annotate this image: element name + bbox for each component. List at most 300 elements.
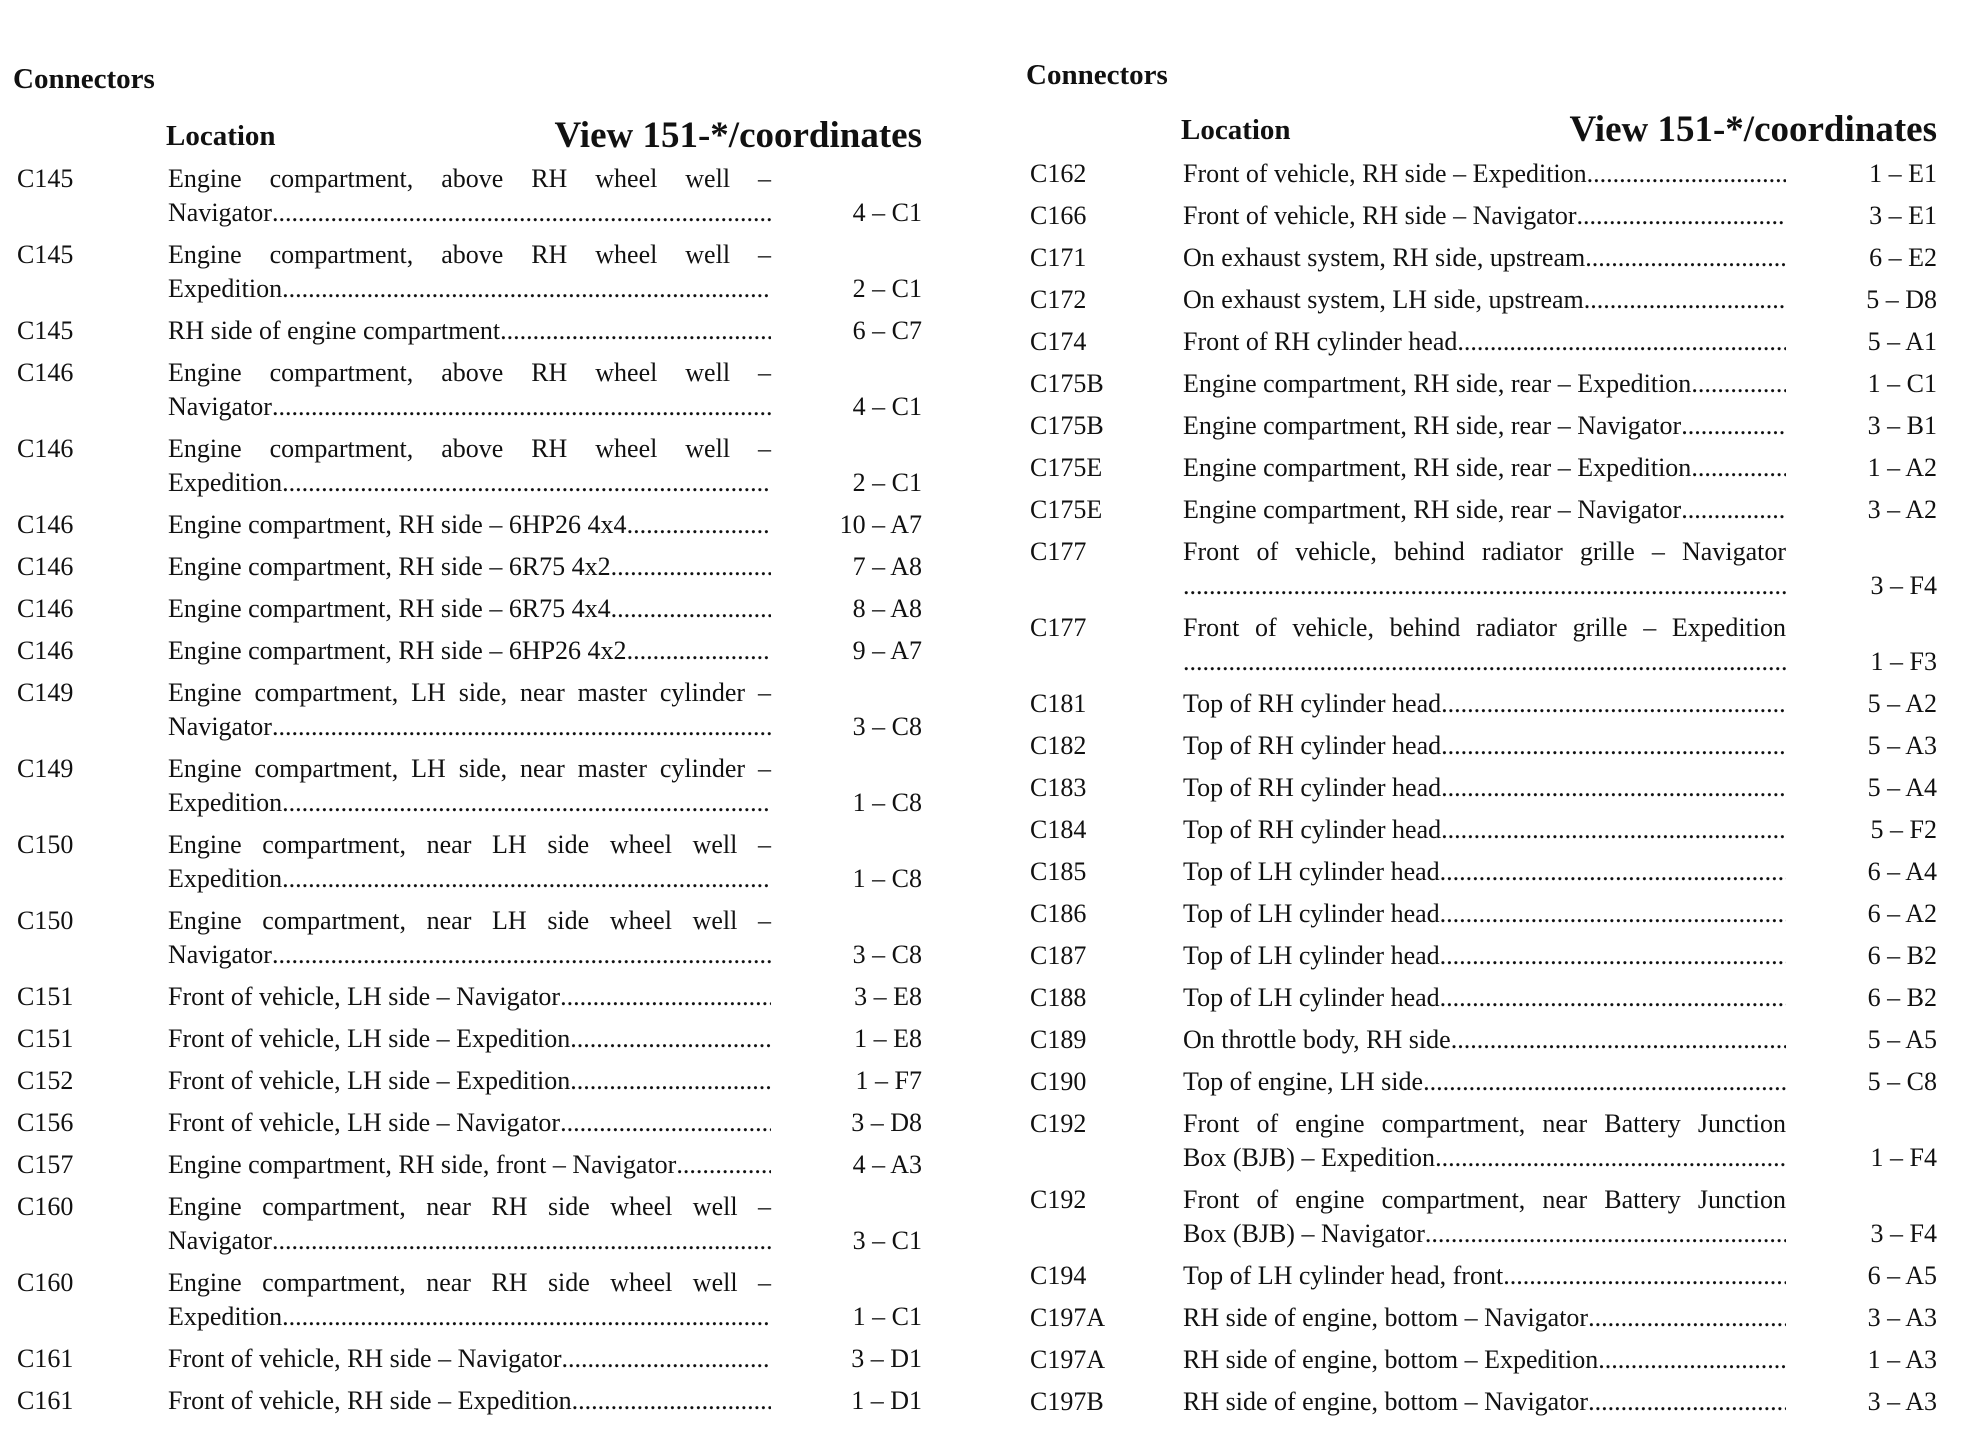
dot-leader <box>272 1224 771 1258</box>
table-row <box>17 550 922 592</box>
connector-code: C149 <box>17 754 74 783</box>
connector-code: C161 <box>17 1344 74 1373</box>
location-last-line <box>168 634 771 668</box>
location-last-line <box>168 592 771 626</box>
location-cell <box>168 676 771 744</box>
table-row <box>17 1266 922 1342</box>
table-row <box>17 314 922 356</box>
table-row <box>17 1064 922 1106</box>
table-row <box>1030 409 1937 451</box>
connector-code: C146 <box>17 594 74 623</box>
location-text: Engine compartment, above RH wheel well – <box>168 164 771 193</box>
location-text: Front of vehicle, RH side – Expedition <box>168 1386 572 1415</box>
location-text: Navigator <box>168 392 272 421</box>
dot-leader <box>1457 325 1786 359</box>
location-cell <box>1183 157 1786 191</box>
location-text: Top of RH cylinder head <box>1183 773 1442 802</box>
dot-leader <box>1425 1217 1786 1251</box>
location-text: Top of RH cylinder head <box>1183 731 1442 760</box>
location-text: Front of vehicle, behind radiator grille – Expedition <box>1183 613 1786 642</box>
location-last-line <box>168 1022 771 1056</box>
location-text: Top of RH cylinder head <box>1183 815 1442 844</box>
location-text: Navigator <box>168 198 272 227</box>
table-row <box>1030 855 1937 897</box>
location-text: On exhaust system, RH side, upstream <box>1183 243 1586 272</box>
connector-code: C145 <box>17 316 74 345</box>
location-text: Front of vehicle, RH side – Navigator <box>168 1344 562 1373</box>
connector-code: C160 <box>17 1268 74 1297</box>
connector-code: C175E <box>1030 453 1103 482</box>
table-row <box>17 676 922 752</box>
location-text: RH side of engine, bottom – Navigator <box>1183 1387 1589 1416</box>
view-coordinates: 5 – A3 <box>1867 731 1937 760</box>
view-coordinates: 1 – A2 <box>1867 453 1937 482</box>
connector-code: C146 <box>17 358 74 387</box>
location-cell <box>1183 1065 1786 1099</box>
location-text: Engine compartment, LH side, near master cylinder – <box>168 678 771 707</box>
view-coordinates: 10 – A7 <box>839 510 922 539</box>
connector-code: C182 <box>1030 731 1087 760</box>
location-cell <box>168 1384 771 1418</box>
location-last-line <box>1183 687 1786 721</box>
view-coordinates: 1 – C8 <box>852 788 922 817</box>
dot-leader <box>611 550 771 584</box>
location-header: Location <box>166 120 276 152</box>
location-text: RH side of engine compartment <box>168 316 501 345</box>
view-coordinates: 3 – F4 <box>1870 1219 1937 1248</box>
view-coordinates: 6 – B2 <box>1867 941 1937 970</box>
location-text: Engine compartment, above RH wheel well – <box>168 240 771 269</box>
dot-leader <box>560 1106 771 1140</box>
dot-leader <box>1588 1301 1786 1335</box>
connector-code: C181 <box>1030 689 1087 718</box>
location-cell <box>1183 981 1786 1015</box>
dot-leader <box>272 710 771 744</box>
view-coordinates: 3 – A2 <box>1867 495 1937 524</box>
location-text: Engine compartment, RH side, rear – Navigator <box>1183 411 1682 440</box>
location-last-line <box>1183 1217 1786 1251</box>
location-cell <box>1183 1183 1786 1251</box>
location-last-line <box>1183 409 1786 443</box>
connector-code: C157 <box>17 1150 74 1179</box>
view-coordinates: 5 – A2 <box>1867 689 1937 718</box>
view-coordinates: 1 – F4 <box>1870 1143 1937 1172</box>
view-coordinates: 4 – A3 <box>852 1150 922 1179</box>
location-cell <box>168 1266 771 1334</box>
location-last-line <box>1183 771 1786 805</box>
location-cell <box>168 1148 771 1182</box>
location-last-line <box>168 938 771 972</box>
view-coordinates: 5 – A1 <box>1867 327 1937 356</box>
location-last-line <box>1183 367 1786 401</box>
dot-leader <box>1503 1259 1786 1293</box>
view-coordinates: 5 – A5 <box>1867 1025 1937 1054</box>
dot-leader <box>1441 729 1786 763</box>
location-last-line <box>1183 325 1786 359</box>
view-coordinates: 5 – C8 <box>1867 1067 1937 1096</box>
location-last-line <box>1183 939 1786 973</box>
table-row <box>1030 367 1937 409</box>
location-text: Expedition <box>168 864 283 893</box>
connector-code: C146 <box>17 510 74 539</box>
table-row <box>17 238 922 314</box>
view-coordinates: 3 – A3 <box>1867 1303 1937 1332</box>
view-coordinates: 1 – F3 <box>1870 647 1937 676</box>
location-cell <box>168 238 771 306</box>
dot-leader <box>1681 493 1786 527</box>
connector-code: C166 <box>1030 201 1087 230</box>
location-cell <box>168 592 771 626</box>
dot-leader <box>627 634 771 668</box>
dot-leader <box>1451 1023 1786 1057</box>
view-coordinates: 1 – F7 <box>855 1066 922 1095</box>
location-last-line <box>1183 283 1786 317</box>
table-row <box>1030 771 1937 813</box>
dot-leader <box>570 1022 771 1056</box>
location-text: Engine compartment, RH side – 6HP26 4x4 <box>168 510 627 539</box>
dot-leader <box>1691 451 1786 485</box>
location-text: Engine compartment, above RH wheel well – <box>168 358 771 387</box>
location-cell <box>1183 199 1786 233</box>
location-text: Engine compartment, near LH side wheel well – <box>168 830 771 859</box>
location-text: Navigator <box>168 940 272 969</box>
location-text: Engine compartment, RH side – 6R75 4x4 <box>168 594 611 623</box>
location-cell <box>168 752 771 820</box>
table-row <box>17 432 922 508</box>
dot-leader <box>1435 1141 1786 1175</box>
location-last-line <box>168 272 771 306</box>
location-cell <box>168 508 771 542</box>
table-row <box>1030 325 1937 367</box>
view-coordinates: 3 – D8 <box>851 1108 922 1137</box>
view-coordinates: 1 – E1 <box>1869 159 1937 188</box>
location-last-line <box>1183 157 1786 191</box>
location-last-line <box>1183 729 1786 763</box>
location-last-line <box>1183 855 1786 889</box>
location-last-line <box>168 862 771 896</box>
location-cell <box>1183 729 1786 763</box>
connector-code: C146 <box>17 552 74 581</box>
location-cell <box>1183 451 1786 485</box>
dot-leader <box>1440 855 1786 889</box>
location-last-line <box>1183 569 1786 603</box>
location-text: Front of engine compartment, near Battery Junction <box>1183 1109 1786 1138</box>
connector-code: C171 <box>1030 243 1087 272</box>
table-row <box>1030 1023 1937 1065</box>
dot-leader <box>282 466 771 500</box>
location-last-line <box>1183 1301 1786 1335</box>
view-coordinates: 8 – A8 <box>852 594 922 623</box>
location-last-line <box>168 1384 771 1418</box>
location-last-line <box>168 196 771 230</box>
location-cell <box>1183 493 1786 527</box>
connector-code: C177 <box>1030 537 1087 566</box>
location-text: Expedition <box>168 468 283 497</box>
location-text: Engine compartment, RH side, rear – Navigator <box>1183 495 1682 524</box>
connector-code: C146 <box>17 434 74 463</box>
location-text: Top of RH cylinder head <box>1183 689 1442 718</box>
view-coordinates: 6 – A4 <box>1867 857 1937 886</box>
location-cell <box>1183 535 1786 603</box>
location-last-line <box>1183 1141 1786 1175</box>
table-row <box>17 1384 922 1426</box>
location-text: Front of vehicle, LH side – Navigator <box>168 982 561 1011</box>
view-coordinates: 1 – C1 <box>1867 369 1937 398</box>
location-last-line <box>168 786 771 820</box>
location-last-line <box>1183 199 1786 233</box>
location-last-line <box>1183 897 1786 931</box>
location-last-line <box>1183 1343 1786 1377</box>
dot-leader <box>272 938 771 972</box>
view-coordinates: 5 – F2 <box>1870 815 1937 844</box>
location-cell <box>168 162 771 230</box>
location-cell <box>1183 283 1786 317</box>
location-cell <box>168 314 771 348</box>
location-text: RH side of engine, bottom – Navigator <box>1183 1303 1589 1332</box>
location-cell <box>1183 1385 1786 1419</box>
table-row <box>17 1190 922 1266</box>
table-row <box>1030 729 1937 771</box>
table-row <box>1030 1183 1937 1259</box>
table-row <box>17 904 922 980</box>
location-last-line <box>1183 981 1786 1015</box>
location-cell <box>168 1106 771 1140</box>
table-row <box>1030 813 1937 855</box>
table-row <box>17 980 922 1022</box>
connector-code: C151 <box>17 982 74 1011</box>
location-text: Front of vehicle, LH side – Expedition <box>168 1066 571 1095</box>
location-last-line <box>168 1224 771 1258</box>
location-last-line <box>168 550 771 584</box>
location-text: Engine compartment, near LH side wheel well – <box>168 906 771 935</box>
dot-leader <box>572 1384 771 1418</box>
location-last-line <box>1183 451 1786 485</box>
location-cell <box>168 356 771 424</box>
connector-code: C160 <box>17 1192 74 1221</box>
table-row <box>17 508 922 550</box>
connector-code: C190 <box>1030 1067 1087 1096</box>
table-row <box>1030 241 1937 283</box>
table-row <box>1030 283 1937 325</box>
location-last-line <box>168 1342 771 1376</box>
dot-leader <box>282 786 771 820</box>
location-text: Engine compartment, near RH side wheel well – <box>168 1192 771 1221</box>
location-last-line <box>1183 1065 1786 1099</box>
location-text: Top of LH cylinder head <box>1183 983 1440 1012</box>
location-cell <box>1183 771 1786 805</box>
dot-leader <box>570 1064 771 1098</box>
location-last-line <box>1183 813 1786 847</box>
location-text: Front of engine compartment, near Battery Junction <box>1183 1185 1786 1214</box>
view-coordinates: 1 – A3 <box>1867 1345 1937 1374</box>
table-row <box>1030 451 1937 493</box>
location-last-line <box>1183 241 1786 275</box>
location-last-line <box>1183 1385 1786 1419</box>
dot-leader <box>1588 1385 1786 1419</box>
connector-code: C172 <box>1030 285 1087 314</box>
view-coordinates: 3 – E1 <box>1869 201 1937 230</box>
location-cell <box>168 1190 771 1258</box>
location-cell <box>1183 939 1786 973</box>
connector-code: C145 <box>17 240 74 269</box>
connector-code: C185 <box>1030 857 1087 886</box>
location-text: Front of vehicle, RH side – Expedition <box>1183 159 1587 188</box>
table-row <box>17 1106 922 1148</box>
table-row <box>1030 939 1937 981</box>
location-text: Engine compartment, RH side – 6HP26 4x2 <box>168 636 627 665</box>
table-row <box>1030 611 1937 687</box>
location-cell <box>168 980 771 1014</box>
location-cell <box>168 634 771 668</box>
location-text: Engine compartment, above RH wheel well – <box>168 434 771 463</box>
dot-leader <box>1183 569 1786 603</box>
table-row <box>17 162 922 238</box>
view-coordinates: 3 – C8 <box>852 940 922 969</box>
connector-code: C174 <box>1030 327 1087 356</box>
dot-leader <box>562 1342 771 1376</box>
location-cell <box>168 904 771 972</box>
connector-code: C146 <box>17 636 74 665</box>
location-text: Top of LH cylinder head, front <box>1183 1261 1504 1290</box>
view-coordinates: 1 – D1 <box>851 1386 922 1415</box>
table-row <box>1030 1301 1937 1343</box>
connector-code: C156 <box>17 1108 74 1137</box>
connector-code: C150 <box>17 830 74 859</box>
connector-code: C188 <box>1030 983 1087 1012</box>
table-row <box>1030 1259 1937 1301</box>
connector-code: C145 <box>17 164 74 193</box>
table-row <box>1030 687 1937 729</box>
connector-code: C186 <box>1030 899 1087 928</box>
dot-leader <box>282 1300 771 1334</box>
location-text: Box (BJB) – Navigator <box>1183 1219 1425 1248</box>
location-text: Front of vehicle, LH side – Navigator <box>168 1108 561 1137</box>
section-title: Connectors <box>13 63 155 95</box>
dot-leader <box>272 390 771 424</box>
location-last-line <box>1183 1259 1786 1293</box>
location-last-line <box>1183 1023 1786 1057</box>
view-coordinates: 3 – F4 <box>1870 571 1937 600</box>
location-text: Engine compartment, LH side, near master cylinder – <box>168 754 771 783</box>
dot-leader <box>1441 771 1786 805</box>
location-last-line <box>168 1064 771 1098</box>
table-row <box>17 1342 922 1384</box>
location-text: Front of vehicle, behind radiator grille – Navigator <box>1183 537 1786 566</box>
location-text: Engine compartment, RH side, front – Navigator <box>168 1150 677 1179</box>
location-cell <box>1183 611 1786 679</box>
location-text: On exhaust system, LH side, upstream <box>1183 285 1584 314</box>
view-coordinates: 3 – D1 <box>851 1344 922 1373</box>
connector-code: C197A <box>1030 1303 1106 1332</box>
table-row <box>1030 897 1937 939</box>
connector-code: C152 <box>17 1066 74 1095</box>
dot-leader <box>1441 813 1786 847</box>
location-text: Engine compartment, RH side – 6R75 4x2 <box>168 552 611 581</box>
connector-code: C175B <box>1030 369 1104 398</box>
connector-code: C192 <box>1030 1109 1087 1138</box>
table-row <box>17 828 922 904</box>
location-header: Location <box>1181 114 1291 146</box>
view-coordinates: 3 – E8 <box>854 982 922 1011</box>
location-last-line <box>168 710 771 744</box>
view-coordinates: 1 – C8 <box>852 864 922 893</box>
location-text: Front of RH cylinder head <box>1183 327 1458 356</box>
connector-code: C197A <box>1030 1345 1106 1374</box>
dot-leader <box>627 508 771 542</box>
location-cell <box>1183 813 1786 847</box>
view-coordinates: 4 – C1 <box>852 392 922 421</box>
view-coordinates: 6 – A2 <box>1867 899 1937 928</box>
connector-code: C175E <box>1030 495 1103 524</box>
location-cell <box>1183 687 1786 721</box>
location-last-line <box>1183 493 1786 527</box>
table-row <box>1030 157 1937 199</box>
table-row <box>1030 493 1937 535</box>
dot-leader <box>611 592 771 626</box>
dot-leader <box>1585 241 1786 275</box>
view-coordinates: 4 – C1 <box>852 198 922 227</box>
connector-code: C184 <box>1030 815 1087 844</box>
dot-leader <box>1440 897 1786 931</box>
location-cell <box>1183 1107 1786 1175</box>
table-row <box>17 752 922 828</box>
connector-code: C194 <box>1030 1261 1087 1290</box>
location-text: Front of vehicle, RH side – Navigator <box>1183 201 1577 230</box>
dot-leader <box>1681 409 1786 443</box>
dot-leader <box>1584 283 1786 317</box>
dot-leader <box>272 196 771 230</box>
view-coordinates: 9 – A7 <box>852 636 922 665</box>
connector-code: C192 <box>1030 1185 1087 1214</box>
dot-leader <box>1598 1343 1786 1377</box>
location-cell <box>1183 1023 1786 1057</box>
view-coordinates: 6 – E2 <box>1869 243 1937 272</box>
location-cell <box>1183 325 1786 359</box>
view-coordinates: 3 – C1 <box>852 1226 922 1255</box>
dot-leader <box>1440 939 1786 973</box>
location-text: Expedition <box>168 788 283 817</box>
location-last-line <box>168 980 771 1014</box>
view-coordinates: 5 – D8 <box>1866 285 1937 314</box>
view-coordinates: 7 – A8 <box>852 552 922 581</box>
dot-leader <box>1577 199 1786 233</box>
dot-leader <box>282 862 771 896</box>
section-title: Connectors <box>1026 59 1168 91</box>
location-text: Expedition <box>168 274 283 303</box>
table-row <box>1030 1107 1937 1183</box>
view-coordinates: 1 – C1 <box>852 1302 922 1331</box>
table-row <box>17 1148 922 1190</box>
location-cell <box>168 828 771 896</box>
connector-list <box>17 162 922 1426</box>
location-last-line <box>168 1148 771 1182</box>
location-cell <box>1183 855 1786 889</box>
view-coordinates: 2 – C1 <box>852 468 922 497</box>
dot-leader <box>1441 687 1786 721</box>
location-text: Navigator <box>168 1226 272 1255</box>
connector-code: C183 <box>1030 773 1087 802</box>
location-text: Top of LH cylinder head <box>1183 899 1440 928</box>
table-row <box>17 634 922 676</box>
dot-leader <box>560 980 771 1014</box>
table-row <box>1030 535 1937 611</box>
table-row <box>1030 1065 1937 1107</box>
connector-code: C150 <box>17 906 74 935</box>
location-cell <box>1183 241 1786 275</box>
location-last-line <box>1183 645 1786 679</box>
view-coordinates: 6 – B2 <box>1867 983 1937 1012</box>
location-cell <box>1183 1301 1786 1335</box>
